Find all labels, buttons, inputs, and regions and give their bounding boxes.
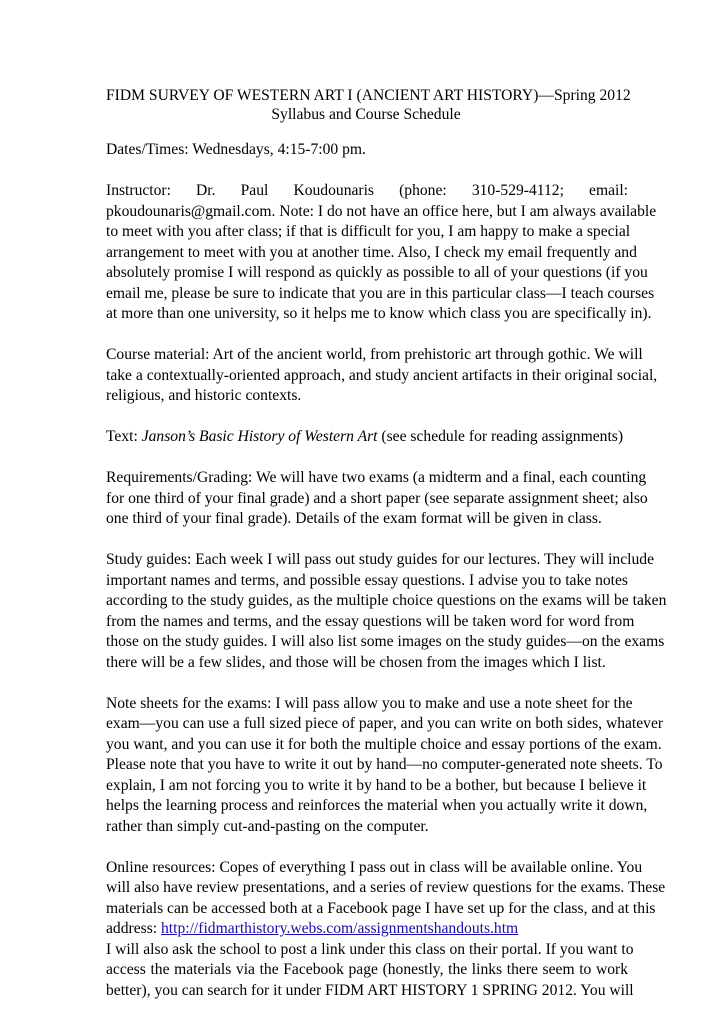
paragraph-line: will also have review presentations, and a series of review questions for the exams. These (106, 879, 666, 896)
paragraph-line: religious, and historic contexts. (106, 387, 302, 404)
document-subtitle: Syllabus and Course Schedule (271, 105, 461, 123)
text-line (106, 427, 628, 448)
paragraph-line: materials can be accessed both at a Facebook page I have set up for the class, and at this (106, 899, 656, 917)
study-guides-paragraph (106, 550, 667, 673)
paragraph-line: Online resources: Copes of everything I pass out in class will be available online. You (106, 858, 643, 876)
paragraph-line: absolutely promise I will respond as quickly as possible to all of your questions (if you (106, 264, 648, 281)
paragraph-line: Study guides: Each week I will pass out study guides for our lectures. They will include (106, 551, 654, 568)
paragraph-line: I will also ask the school to post a link under this class on their portal. If you want to (106, 940, 634, 958)
paragraph-line: better), you can search for it under FIDM ART HISTORY 1 SPRING 2012. You will (106, 981, 634, 999)
paragraph-line: Please note that you have to write it out by hand—no computer-generated note sheets. To (106, 756, 663, 773)
paragraph-line: email me, please be sure to indicate that you are in this particular class—I teach courses (106, 284, 655, 302)
paragraph-line: exam—you can use a full sized piece of paper, and you can write on both sides, whatever (106, 715, 664, 732)
paragraph-line: Instructor: Dr. Paul Koudounaris (phone: 310-529-4112; email: (106, 182, 628, 199)
paragraph-line: Note sheets for the exams: I will pass allow you to make and use a note sheet for the (106, 694, 633, 712)
course-website-link[interactable]: http://fidmarthistory.webs.com/assignmentshandouts.htm (161, 920, 519, 937)
dates-paragraph (106, 140, 628, 161)
online-resources-paragraph (106, 858, 666, 1002)
paragraph-line: at more than one university, so it helps me to know which class you are specifically in). (106, 305, 652, 322)
text-suffix: (see schedule for reading assignments) (377, 428, 624, 445)
paragraph-line: you want, and you can use it for both the multiple choice and essay portions of the exam. (106, 735, 662, 753)
paragraph-line: pkoudounaris@gmail.com. Note: I do not have an office here, but I am always available (106, 202, 657, 220)
paragraph-line: explain, I am not forcing you to write it by hand to be a bother, but because I believe it (106, 776, 647, 794)
paragraph-line: rather than simply cut-and-pasting on the computer. (106, 817, 429, 835)
paragraph-line: one third of your final grade). Details of the exam format will be given in class. (106, 510, 602, 527)
paragraph-line: Requirements/Grading: We will have two exams (a midterm and a final, each counting (106, 469, 647, 486)
document-header (106, 87, 631, 124)
address-prefix: address: (106, 920, 161, 937)
paragraph-line: according to the study guides, as the multiple choice questions on the exams will be taken (106, 592, 667, 609)
paragraph-line: from the names and terms, and the essay questions will be taken word for word from (106, 612, 635, 630)
paragraph-line: for one third of your final grade) and a short paper (see separate assignment sheet; also (106, 489, 648, 507)
document-body (106, 140, 667, 1022)
paragraph-line: important names and terms, and possible essay questions. I advise you to take notes (106, 571, 628, 589)
address-line (106, 919, 628, 940)
paragraph-line: take a contextually-oriented approach, and study ancient artifacts in their original social, (106, 366, 658, 384)
text-paragraph (106, 427, 628, 448)
paragraph-line: Course material: Art of the ancient world, from prehistoric art through gothic. We will (106, 346, 643, 363)
course-material-paragraph (106, 345, 658, 407)
textbook-title: Janson’s Basic History of Western Art (141, 428, 378, 445)
document-title: FIDM SURVEY OF WESTERN ART I (ANCIENT ART HISTORY)—Spring 2012 (106, 87, 631, 104)
paragraph-line: access the materials via the Facebook page (honestly, the links there seem to work (106, 961, 628, 978)
instructor-paragraph (106, 181, 657, 325)
text-prefix: Text: (106, 428, 142, 445)
requirements-paragraph (106, 468, 648, 530)
paragraph-line: helps the learning process and reinforces the material when you actually write it down, (106, 797, 648, 814)
paragraph-line: there will be a few slides, and those will be chosen from the images which I list. (106, 653, 606, 671)
paragraph-line: arrangement to meet with you at another time. Also, I check my email frequently and (106, 243, 637, 261)
dates-line: Dates/Times: Wednesdays, 4:15-7:00 pm. (106, 141, 366, 158)
paragraph-line: those on the study guides. I will also list some images on the study guides—on the exams (106, 633, 665, 650)
note-sheets-paragraph (106, 694, 664, 838)
paragraph-line: to meet with you after class; if that is difficult for you, I am happy to make a special (106, 223, 631, 240)
